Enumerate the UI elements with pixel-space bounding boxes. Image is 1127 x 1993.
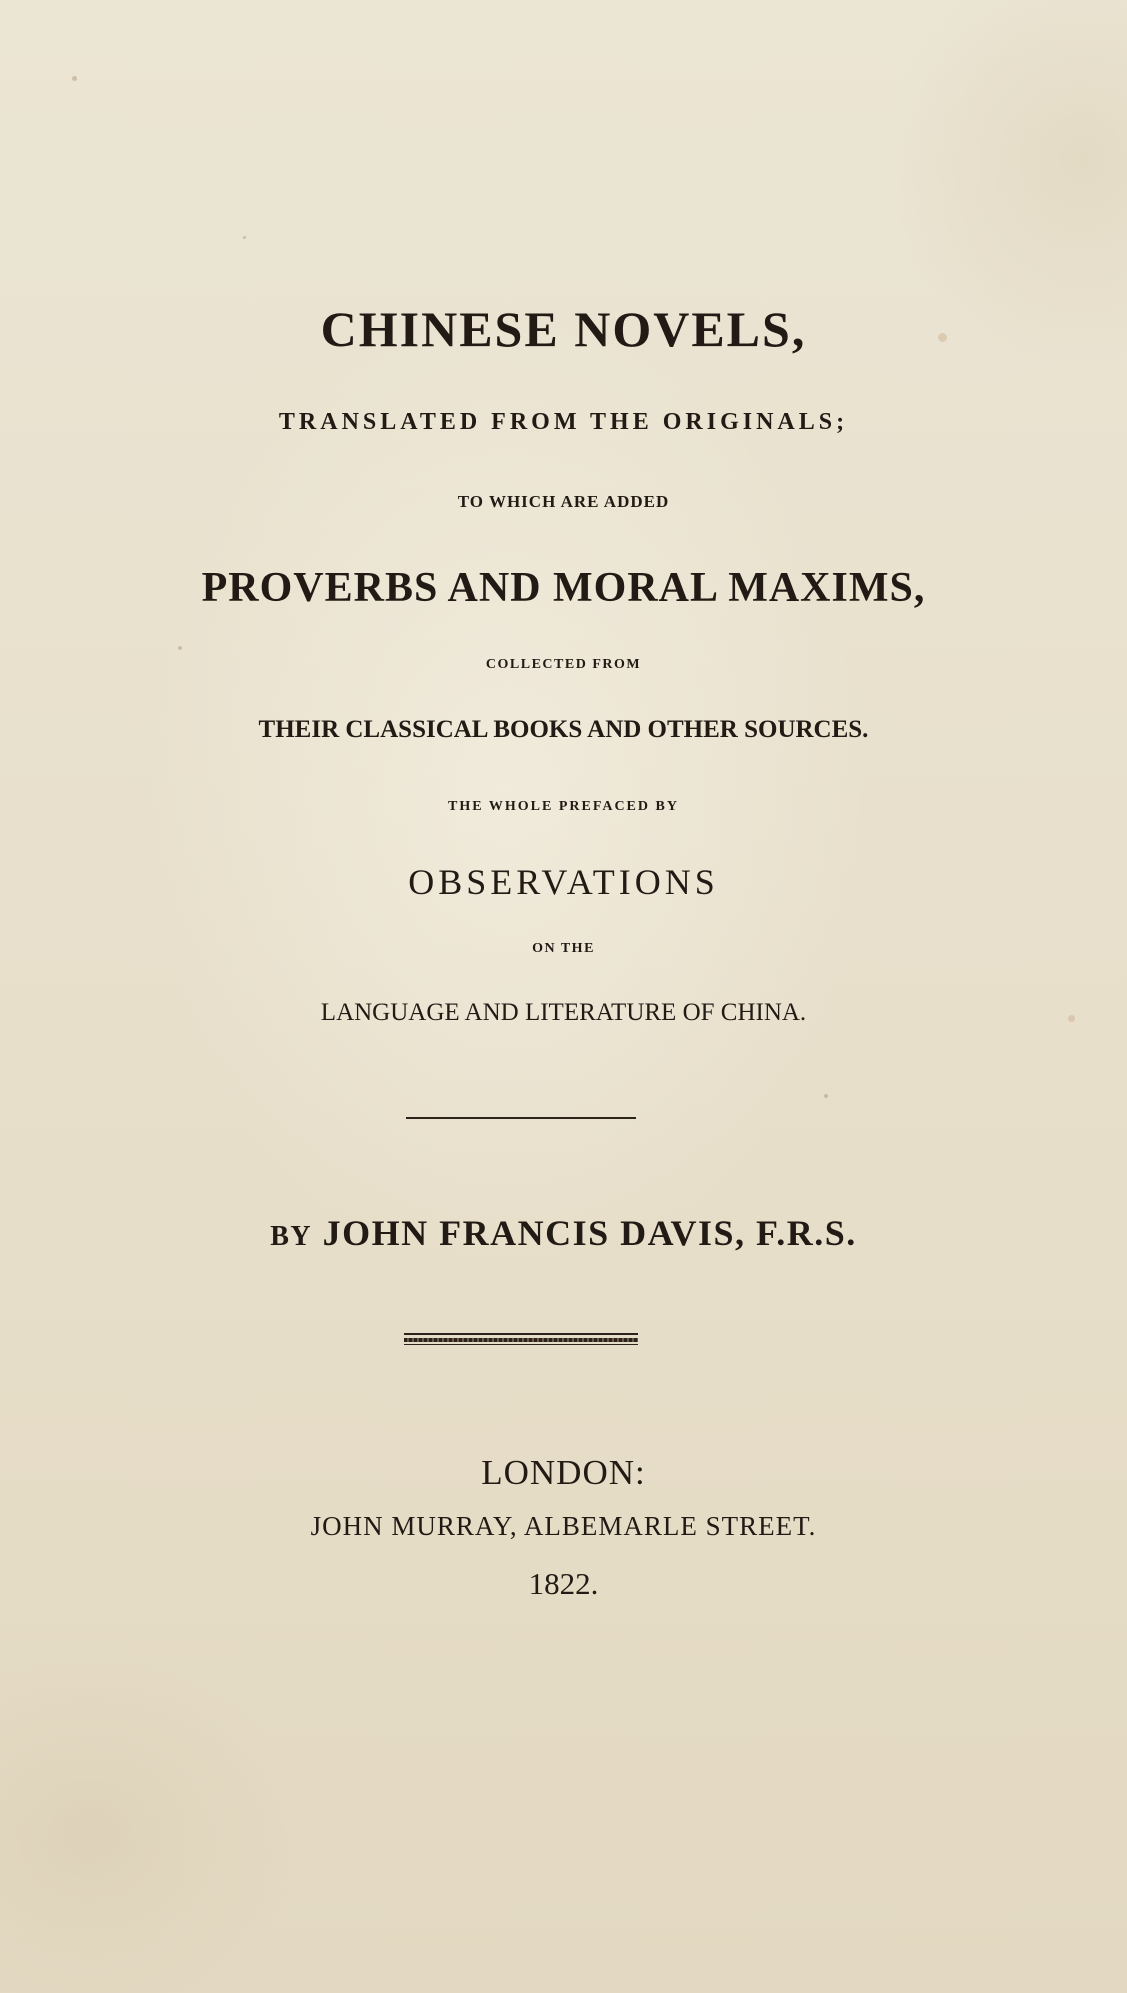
- paper-spot: [178, 646, 182, 650]
- on-the-line: ON THE: [532, 941, 595, 956]
- paper-spot: [824, 1094, 828, 1098]
- author-line: [0, 1215, 1127, 1251]
- imprint-year: 1822.: [528, 1566, 599, 1601]
- paper-spot: [243, 236, 246, 239]
- ornamental-rule: [404, 1333, 638, 1345]
- imprint-publisher: JOHN MURRAY, ALBEMARLE STREET.: [310, 1511, 817, 1541]
- author-name: JOHN FRANCIS DAVIS, F.R.S.: [322, 1213, 857, 1253]
- sources-line: THEIR CLASSICAL BOOKS AND OTHER SOURCES.: [258, 716, 869, 743]
- added-line: TO WHICH ARE ADDED: [457, 492, 670, 511]
- book-title: CHINESE NOVELS,: [320, 301, 807, 357]
- author-by: BY: [270, 1221, 313, 1252]
- ornamental-rule-bottom: [404, 1344, 638, 1345]
- imprint-city: LONDON:: [481, 1453, 646, 1492]
- divider-rule: [406, 1117, 636, 1119]
- prefaced-line: THE WHOLE PREFACED BY: [448, 799, 679, 814]
- paper-spot: [72, 76, 77, 81]
- ornamental-rule-top: [404, 1333, 638, 1335]
- proverbs-heading: PROVERBS AND MORAL MAXIMS,: [201, 565, 926, 611]
- collected-line: COLLECTED FROM: [485, 657, 642, 672]
- language-line: LANGUAGE AND LITERATURE OF CHINA.: [320, 999, 807, 1026]
- observations-heading: OBSERVATIONS: [408, 862, 719, 902]
- ornamental-rule-band: [404, 1338, 638, 1342]
- translated-line: TRANSLATED FROM THE ORIGINALS;: [278, 409, 849, 435]
